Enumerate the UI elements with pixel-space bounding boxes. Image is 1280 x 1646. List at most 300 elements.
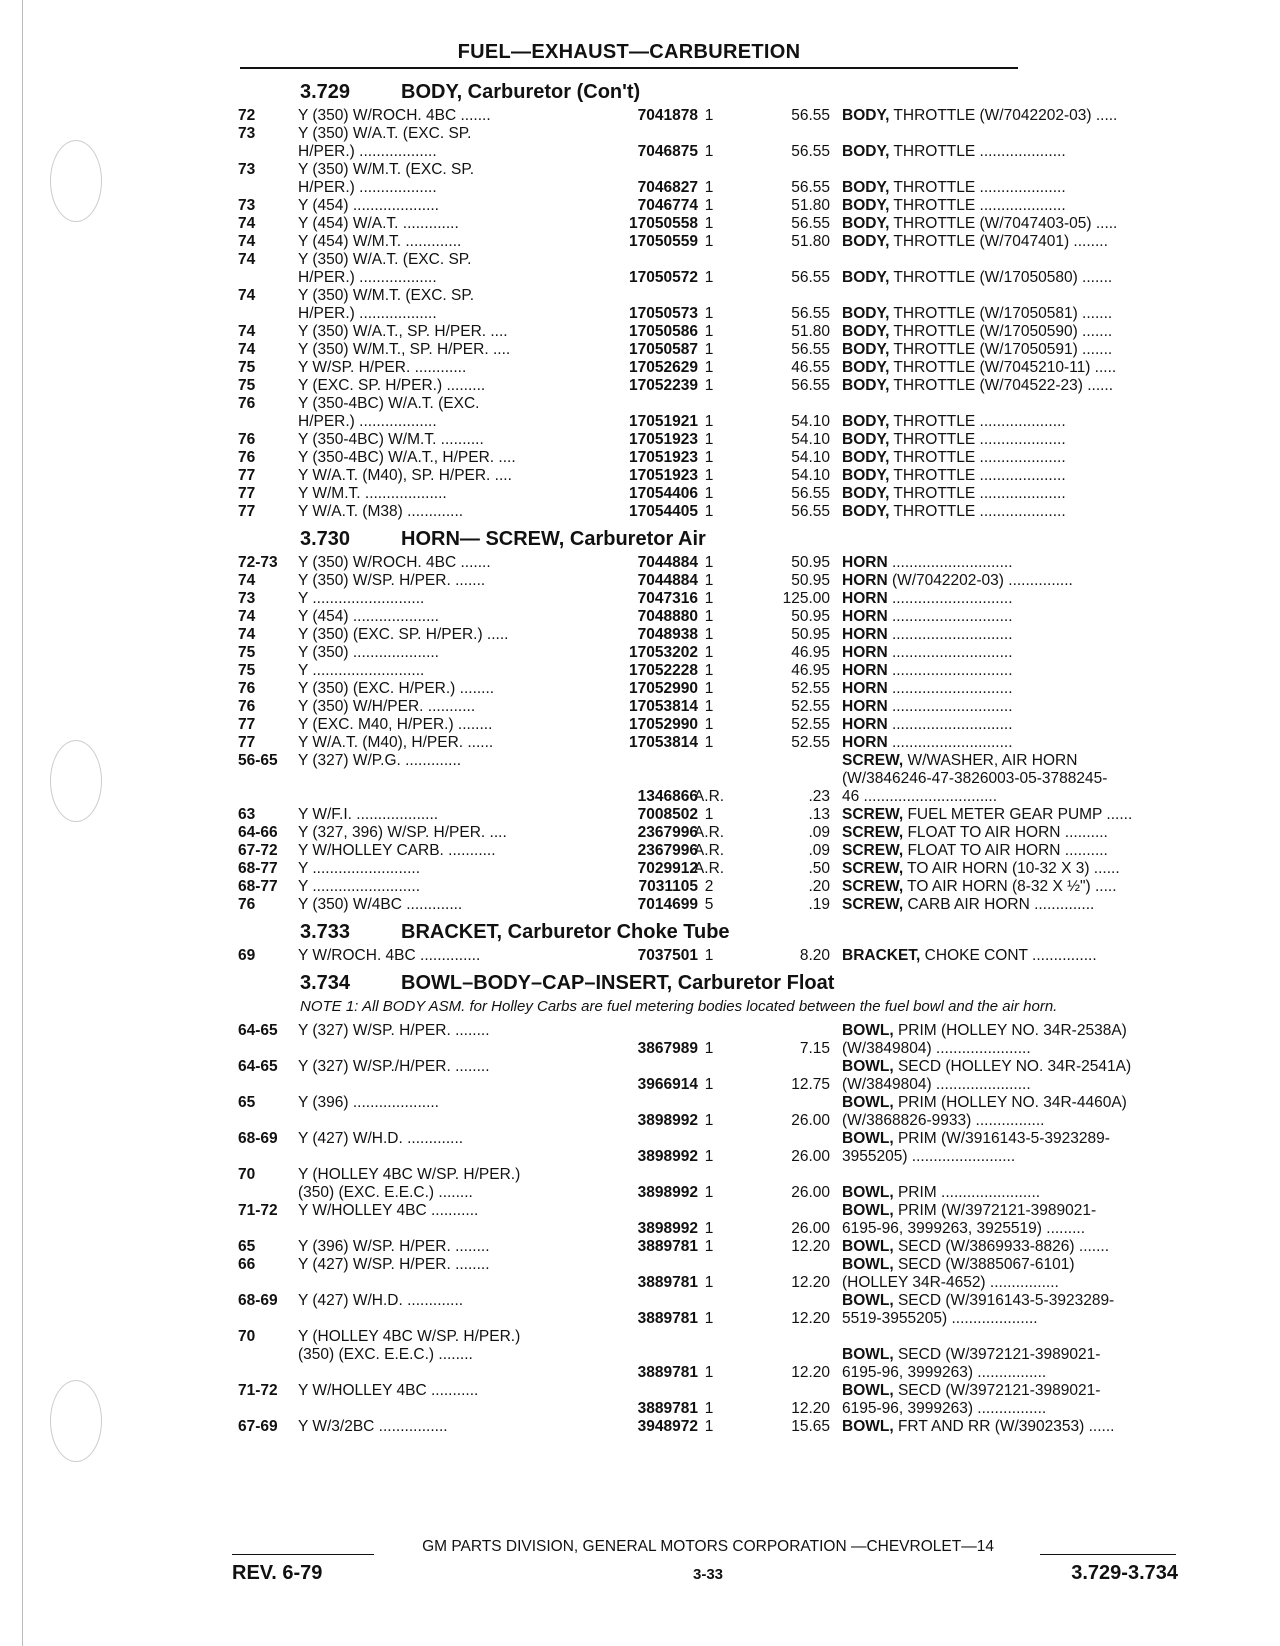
quantity: 1	[704, 554, 714, 571]
quantity: 1	[704, 305, 714, 322]
part-number: 3889781	[637, 1364, 698, 1381]
part-number: 7046875	[637, 143, 698, 160]
quantity: 1	[704, 947, 714, 964]
quantity: 1	[704, 806, 714, 823]
section-number: 3.733	[300, 921, 351, 943]
quantity: 1	[704, 143, 714, 160]
part-number: 3966914	[637, 1076, 698, 1093]
price: 12.20	[791, 1274, 830, 1291]
part-name-keyword: BOWL,	[842, 1202, 894, 1219]
part-name-keyword: SCREW,	[842, 824, 904, 841]
part-name: SCREW, FUEL METER GEAR PUMP ......	[842, 806, 1133, 823]
price: .23	[808, 788, 830, 805]
punch-hole	[50, 740, 102, 822]
part-name: BOWL, FRT AND RR (W/3902353) ......	[842, 1418, 1115, 1435]
part-name-keyword: BODY,	[842, 503, 890, 520]
section-gap	[238, 1436, 1188, 1441]
part-name-keyword: HORN	[842, 716, 888, 733]
quantity: 1	[704, 359, 714, 376]
table-row	[238, 824, 1188, 842]
application-description: Y W/SP. H/PER. ............	[298, 359, 467, 376]
part-name-keyword: HORN	[842, 698, 888, 715]
part-name-keyword: BOWL,	[842, 1094, 894, 1111]
part-name: BODY, THROTTLE (W/7042202-03) .....	[842, 107, 1118, 124]
part-name: BODY, THROTTLE ....................	[842, 503, 1066, 520]
part-name-keyword: SCREW,	[842, 878, 904, 895]
model-year: 64-65	[238, 1022, 278, 1039]
price: 46.95	[791, 662, 830, 679]
model-year: 66	[238, 1256, 256, 1273]
quantity: A.R.	[693, 788, 725, 805]
model-year: 74	[238, 626, 256, 643]
table-row	[238, 860, 1188, 878]
part-number: 3889781	[637, 1238, 698, 1255]
part-name: HORN (W/7042202-03) ...............	[842, 572, 1073, 589]
model-year: 56-65	[238, 752, 278, 769]
application-description: Y (EXC. SP. H/PER.) .........	[298, 377, 486, 394]
application-description: Y W/A.T. (M38) .............	[298, 503, 464, 520]
part-number: 7048880	[637, 608, 698, 625]
table-row	[238, 215, 1188, 233]
part-number: 17050586	[629, 323, 698, 340]
price: 56.55	[791, 485, 830, 502]
model-year: 64-65	[238, 1058, 278, 1075]
part-name-keyword: HORN	[842, 590, 888, 607]
quantity: 1	[704, 1238, 714, 1255]
part-name-keyword: BOWL,	[842, 1022, 894, 1039]
part-name: SCREW, CARB AIR HORN ..............	[842, 896, 1095, 913]
quantity: 1	[704, 1040, 714, 1057]
part-name: BODY, THROTTLE (W/17050580) .......	[842, 269, 1113, 286]
part-name-keyword: BOWL,	[842, 1346, 894, 1363]
application-description: Y (350) ....................	[298, 644, 439, 661]
part-name-keyword: HORN	[842, 662, 888, 679]
quantity: 1	[704, 572, 714, 589]
application-description: Y (454) W/M.T. .............	[298, 233, 462, 250]
part-name-keyword: BOWL,	[842, 1418, 894, 1435]
part-name: 6195-96, 3999263, 3925519) .........	[842, 1220, 1086, 1237]
quantity: 1	[704, 1220, 714, 1237]
part-name: HORN ............................	[842, 626, 1013, 643]
quantity: A.R.	[693, 860, 725, 877]
application-description: Y (350) W/A.T. (EXC. SP.	[298, 125, 472, 142]
application-description: Y (350) W/ROCH. 4BC .......	[298, 107, 491, 124]
quantity: 1	[704, 341, 714, 358]
part-name-keyword: BODY,	[842, 233, 890, 250]
model-year: 70	[238, 1328, 256, 1345]
part-name: (W/3846246-47-3826003-05-3788245-	[842, 770, 1108, 787]
model-year: 64-66	[238, 824, 278, 841]
part-name-keyword: BODY,	[842, 413, 890, 430]
quantity: 1	[704, 1418, 714, 1435]
model-year: 73	[238, 161, 256, 178]
part-name: SCREW, W/WASHER, AIR HORN	[842, 752, 1078, 769]
part-name: HORN ............................	[842, 608, 1013, 625]
part-name: HORN ............................	[842, 716, 1013, 733]
application-description: Y ..........................	[298, 662, 425, 679]
part-name: SCREW, FLOAT TO AIR HORN ..........	[842, 824, 1108, 841]
part-name: BODY, THROTTLE ....................	[842, 179, 1066, 196]
table-row	[238, 323, 1188, 341]
part-name: BODY, THROTTLE ....................	[842, 413, 1066, 430]
quantity: 1	[704, 107, 714, 124]
application-description: Y (350) W/A.T., SP. H/PER. ....	[298, 323, 508, 340]
model-year: 71-72	[238, 1382, 278, 1399]
part-name-keyword: SCREW,	[842, 896, 904, 913]
price: 51.80	[791, 197, 830, 214]
model-year: 68-77	[238, 878, 278, 895]
quantity: 1	[704, 1076, 714, 1093]
application-description: Y (350) W/SP. H/PER. .......	[298, 572, 486, 589]
part-name: BODY, THROTTLE ....................	[842, 467, 1066, 484]
table-row	[238, 1130, 1188, 1166]
section-note: NOTE 1: All BODY ASM. for Holley Carbs are fuel metering bodies located between the fuel bowl and the air horn.	[300, 998, 1058, 1015]
application-description: Y W/HOLLEY 4BC ...........	[298, 1382, 479, 1399]
part-number: 17052239	[629, 377, 698, 394]
table-row	[238, 1418, 1188, 1436]
part-number: 1346866	[637, 788, 698, 805]
part-number: 7044884	[637, 572, 698, 589]
punch-hole	[50, 140, 102, 222]
part-name: BOWL, SECD (W/3972121-3989021-	[842, 1382, 1101, 1399]
price: 50.95	[791, 626, 830, 643]
part-number: 7037501	[637, 947, 698, 964]
application-description: Y (350-4BC) W/M.T. ..........	[298, 431, 484, 448]
table-row	[238, 626, 1188, 644]
price: 56.55	[791, 503, 830, 520]
part-name: 5519-3955205) ....................	[842, 1310, 1038, 1327]
model-year: 68-77	[238, 860, 278, 877]
part-name-keyword: BODY,	[842, 197, 890, 214]
application-description: Y (454) ....................	[298, 197, 439, 214]
application-description: H/PER.) ..................	[298, 413, 437, 430]
table-row	[238, 287, 1188, 323]
price: 12.20	[791, 1310, 830, 1327]
application-description: Y (350) W/M.T. (EXC. SP.	[298, 161, 475, 178]
model-year: 76	[238, 698, 256, 715]
application-description: Y W/A.T. (M40), SP. H/PER. ....	[298, 467, 512, 484]
model-year: 72	[238, 107, 256, 124]
price: 12.20	[791, 1400, 830, 1417]
price: 15.65	[791, 1418, 830, 1435]
model-year: 76	[238, 431, 256, 448]
price: 26.00	[791, 1184, 830, 1201]
part-name-keyword: SCREW,	[842, 860, 904, 877]
table-row	[238, 197, 1188, 215]
table-row	[238, 1058, 1188, 1094]
part-name: BOWL, PRIM (HOLLEY NO. 34R-2538A)	[842, 1022, 1127, 1039]
section-title-text: BRACKET, Carburetor Choke Tube	[401, 921, 730, 943]
table-row	[238, 1328, 1188, 1382]
part-name: BODY, THROTTLE (W/17050590) .......	[842, 323, 1113, 340]
quantity: 1	[704, 626, 714, 643]
model-year: 76	[238, 896, 256, 913]
part-name: BODY, THROTTLE (W/7047401) ........	[842, 233, 1108, 250]
part-name: BOWL, PRIM (W/3972121-3989021-	[842, 1202, 1097, 1219]
part-name: BODY, THROTTLE (W/704522-23) ......	[842, 377, 1114, 394]
application-description: Y W/HOLLEY 4BC ...........	[298, 1202, 479, 1219]
quantity: 1	[704, 1310, 714, 1327]
quantity: 1	[704, 449, 714, 466]
price: .20	[808, 878, 830, 895]
part-number: 17052990	[629, 716, 698, 733]
quantity: 1	[704, 716, 714, 733]
table-row	[238, 1094, 1188, 1130]
quantity: A.R.	[693, 824, 725, 841]
part-number: 2367996	[637, 824, 698, 841]
part-number: 7046827	[637, 179, 698, 196]
price: .50	[808, 860, 830, 877]
part-name: BODY, THROTTLE (W/17050591) .......	[842, 341, 1113, 358]
table-row	[238, 554, 1188, 572]
table-row	[238, 878, 1188, 896]
part-number: 7046774	[637, 197, 698, 214]
price: 50.95	[791, 572, 830, 589]
part-name: 6195-96, 3999263) ................	[842, 1364, 1047, 1381]
part-number: 17052629	[629, 359, 698, 376]
price: 50.95	[791, 554, 830, 571]
quantity: 1	[704, 503, 714, 520]
part-name-keyword: BODY,	[842, 215, 890, 232]
application-description: H/PER.) ..................	[298, 269, 437, 286]
footer-revision: REV. 6-79	[232, 1562, 323, 1584]
part-name: (W/3849804) ......................	[842, 1040, 1031, 1057]
quantity: 1	[704, 467, 714, 484]
model-year: 67-72	[238, 842, 278, 859]
part-number: 17054406	[629, 485, 698, 502]
model-year: 75	[238, 662, 256, 679]
quantity: 1	[704, 1112, 714, 1129]
table-row	[238, 1256, 1188, 1292]
part-number: 3889781	[637, 1310, 698, 1327]
price: 12.75	[791, 1076, 830, 1093]
table-row	[238, 698, 1188, 716]
model-year: 75	[238, 359, 256, 376]
table-row	[238, 1166, 1188, 1202]
part-name: BOWL, PRIM (W/3916143-5-3923289-	[842, 1130, 1110, 1147]
application-description: Y ..........................	[298, 590, 425, 607]
price: 56.55	[791, 215, 830, 232]
table-row	[238, 485, 1188, 503]
part-name: (W/3868826-9933) ................	[842, 1112, 1045, 1129]
part-name-keyword: BODY,	[842, 377, 890, 394]
quantity: 1	[704, 233, 714, 250]
model-year: 75	[238, 644, 256, 661]
punch-hole	[50, 1380, 102, 1462]
price: 54.10	[791, 431, 830, 448]
part-name: BODY, THROTTLE ....................	[842, 431, 1066, 448]
table-row	[238, 395, 1188, 431]
table-row	[238, 449, 1188, 467]
price: 56.55	[791, 143, 830, 160]
table-row	[238, 1292, 1188, 1328]
quantity: 1	[704, 197, 714, 214]
part-name: SCREW, TO AIR HORN (10-32 X 3) ......	[842, 860, 1120, 877]
part-name: BOWL, SECD (W/3885067-6101)	[842, 1256, 1075, 1273]
price: 12.20	[791, 1238, 830, 1255]
model-year: 71-72	[238, 1202, 278, 1219]
part-number: 7041878	[637, 107, 698, 124]
quantity: 1	[704, 323, 714, 340]
quantity: 1	[704, 431, 714, 448]
table-row	[238, 1238, 1188, 1256]
footer-section-range: 3.729-3.734	[1071, 1562, 1178, 1584]
part-number: 7029912	[637, 860, 698, 877]
application-description: Y (350) W/ROCH. 4BC .......	[298, 554, 491, 571]
part-name-keyword: BODY,	[842, 431, 890, 448]
part-number: 17050572	[629, 269, 698, 286]
model-year: 74	[238, 341, 256, 358]
model-year: 77	[238, 485, 256, 502]
application-description: Y (350) W/M.T. (EXC. SP.	[298, 287, 475, 304]
model-year: 76	[238, 680, 256, 697]
part-number: 7014699	[637, 896, 698, 913]
part-number: 3889781	[637, 1274, 698, 1291]
section-heading	[238, 970, 1188, 998]
model-year: 68-69	[238, 1292, 278, 1309]
part-name-keyword: SCREW,	[842, 806, 904, 823]
application-description: Y (454) ....................	[298, 608, 439, 625]
application-description: Y (350) W/4BC .............	[298, 896, 463, 913]
application-description: Y (HOLLEY 4BC W/SP. H/PER.)	[298, 1328, 521, 1345]
application-description: Y W/M.T. ...................	[298, 485, 447, 502]
application-description: Y (350) W/A.T. (EXC. SP.	[298, 251, 472, 268]
part-number: 17053814	[629, 734, 698, 751]
part-number: 7031105	[638, 878, 698, 895]
part-number: 17053814	[629, 698, 698, 715]
part-name: BODY, THROTTLE ....................	[842, 449, 1066, 466]
part-name: HORN ............................	[842, 662, 1013, 679]
price: 12.20	[791, 1364, 830, 1381]
part-name: 3955205) ........................	[842, 1148, 1016, 1165]
table-row	[238, 662, 1188, 680]
application-description: Y (396) W/SP. H/PER. ........	[298, 1238, 490, 1255]
model-year: 65	[238, 1094, 256, 1111]
part-name-keyword: BODY,	[842, 485, 890, 502]
part-name-keyword: HORN	[842, 554, 888, 571]
application-description: Y .........................	[298, 860, 421, 877]
price: 50.95	[791, 608, 830, 625]
section-number: 3.734	[300, 972, 351, 994]
part-name: BOWL, SECD (HOLLEY NO. 34R-2541A)	[842, 1058, 1132, 1075]
part-name-keyword: BODY,	[842, 449, 890, 466]
model-year: 74	[238, 215, 256, 232]
table-row	[238, 467, 1188, 485]
quantity: 1	[704, 179, 714, 196]
quantity: 1	[704, 680, 714, 697]
price: 51.80	[791, 233, 830, 250]
part-name: 6195-96, 3999263) ................	[842, 1400, 1047, 1417]
table-row	[238, 341, 1188, 359]
part-name: HORN ............................	[842, 680, 1013, 697]
table-row	[238, 107, 1188, 125]
part-number: 17051923	[629, 431, 698, 448]
quantity: 1	[704, 1274, 714, 1291]
part-number: 17054405	[629, 503, 698, 520]
part-name: BODY, THROTTLE (W/17050581) .......	[842, 305, 1113, 322]
application-description: Y (350) (EXC. H/PER.) ........	[298, 680, 495, 697]
part-name: BODY, THROTTLE ....................	[842, 143, 1066, 160]
part-name-keyword: HORN	[842, 734, 888, 751]
part-name: SCREW, TO AIR HORN (8-32 X ½") .....	[842, 878, 1117, 895]
model-year: 68-69	[238, 1130, 278, 1147]
price: 52.55	[791, 716, 830, 733]
footer-page-number: 3-33	[692, 1566, 724, 1583]
quantity: 1	[704, 269, 714, 286]
table-row	[238, 1202, 1188, 1238]
application-description: (350) (EXC. E.E.C.) ........	[298, 1184, 473, 1201]
part-name-keyword: HORN	[842, 572, 888, 589]
table-row	[238, 161, 1188, 197]
page-title: FUEL—EXHAUST—CARBURETION	[457, 41, 801, 63]
price: 54.10	[791, 413, 830, 430]
model-year: 77	[238, 503, 256, 520]
table-row	[238, 251, 1188, 287]
price: .13	[808, 806, 830, 823]
application-description: Y (350) W/M.T., SP. H/PER. ....	[298, 341, 511, 358]
part-name: HORN ............................	[842, 698, 1013, 715]
section-heading	[238, 526, 1188, 554]
application-description: H/PER.) ..................	[298, 179, 437, 196]
part-name-keyword: BOWL,	[842, 1184, 894, 1201]
part-number: 17053202	[629, 644, 698, 661]
part-number: 17050587	[629, 341, 698, 358]
model-year: 74	[238, 251, 256, 268]
quantity: A.R.	[693, 842, 725, 859]
part-name: BODY, THROTTLE (W/7045210-11) .....	[842, 359, 1117, 376]
parts-list	[238, 79, 1188, 1441]
part-name: BODY, THROTTLE (W/7047403-05) .....	[842, 215, 1118, 232]
quantity: 1	[704, 485, 714, 502]
price: 51.80	[791, 323, 830, 340]
application-description: Y W/HOLLEY CARB. ...........	[298, 842, 496, 859]
part-number: 17052228	[629, 662, 698, 679]
part-name-keyword: BODY,	[842, 341, 890, 358]
model-year: 70	[238, 1166, 256, 1183]
part-name: BOWL, SECD (W/3916143-5-3923289-	[842, 1292, 1115, 1309]
part-name: HORN ............................	[842, 734, 1013, 751]
part-number: 17052990	[629, 680, 698, 697]
model-year: 77	[238, 467, 256, 484]
part-name: 46 ...............................	[842, 788, 998, 805]
model-year: 72-73	[238, 554, 278, 571]
price: .09	[808, 824, 830, 841]
quantity: 1	[704, 1400, 714, 1417]
part-number: 3898992	[637, 1220, 698, 1237]
quantity: 1	[704, 377, 714, 394]
part-number: 3898992	[637, 1112, 698, 1129]
application-description: Y (HOLLEY 4BC W/SP. H/PER.)	[298, 1166, 521, 1183]
application-description: Y W/3/2BC ................	[298, 1418, 448, 1435]
application-description: Y .........................	[298, 878, 421, 895]
part-number: 7008502	[637, 806, 698, 823]
price: 56.55	[791, 305, 830, 322]
price: 56.55	[791, 107, 830, 124]
part-number: 3889781	[637, 1400, 698, 1417]
application-description: Y W/A.T. (M40), H/PER. ......	[298, 734, 494, 751]
table-row	[238, 503, 1188, 521]
part-name-keyword: HORN	[842, 608, 888, 625]
part-name: BOWL, PRIM (HOLLEY NO. 34R-4460A)	[842, 1094, 1127, 1111]
part-number: 2367996	[637, 842, 698, 859]
part-name-keyword: BODY,	[842, 269, 890, 286]
application-description: Y (427) W/H.D. .............	[298, 1130, 464, 1147]
part-number: 17051921	[629, 413, 698, 430]
section-heading	[238, 79, 1188, 107]
table-row	[238, 1382, 1188, 1418]
quantity: 1	[704, 734, 714, 751]
part-number: 7048938	[637, 626, 698, 643]
